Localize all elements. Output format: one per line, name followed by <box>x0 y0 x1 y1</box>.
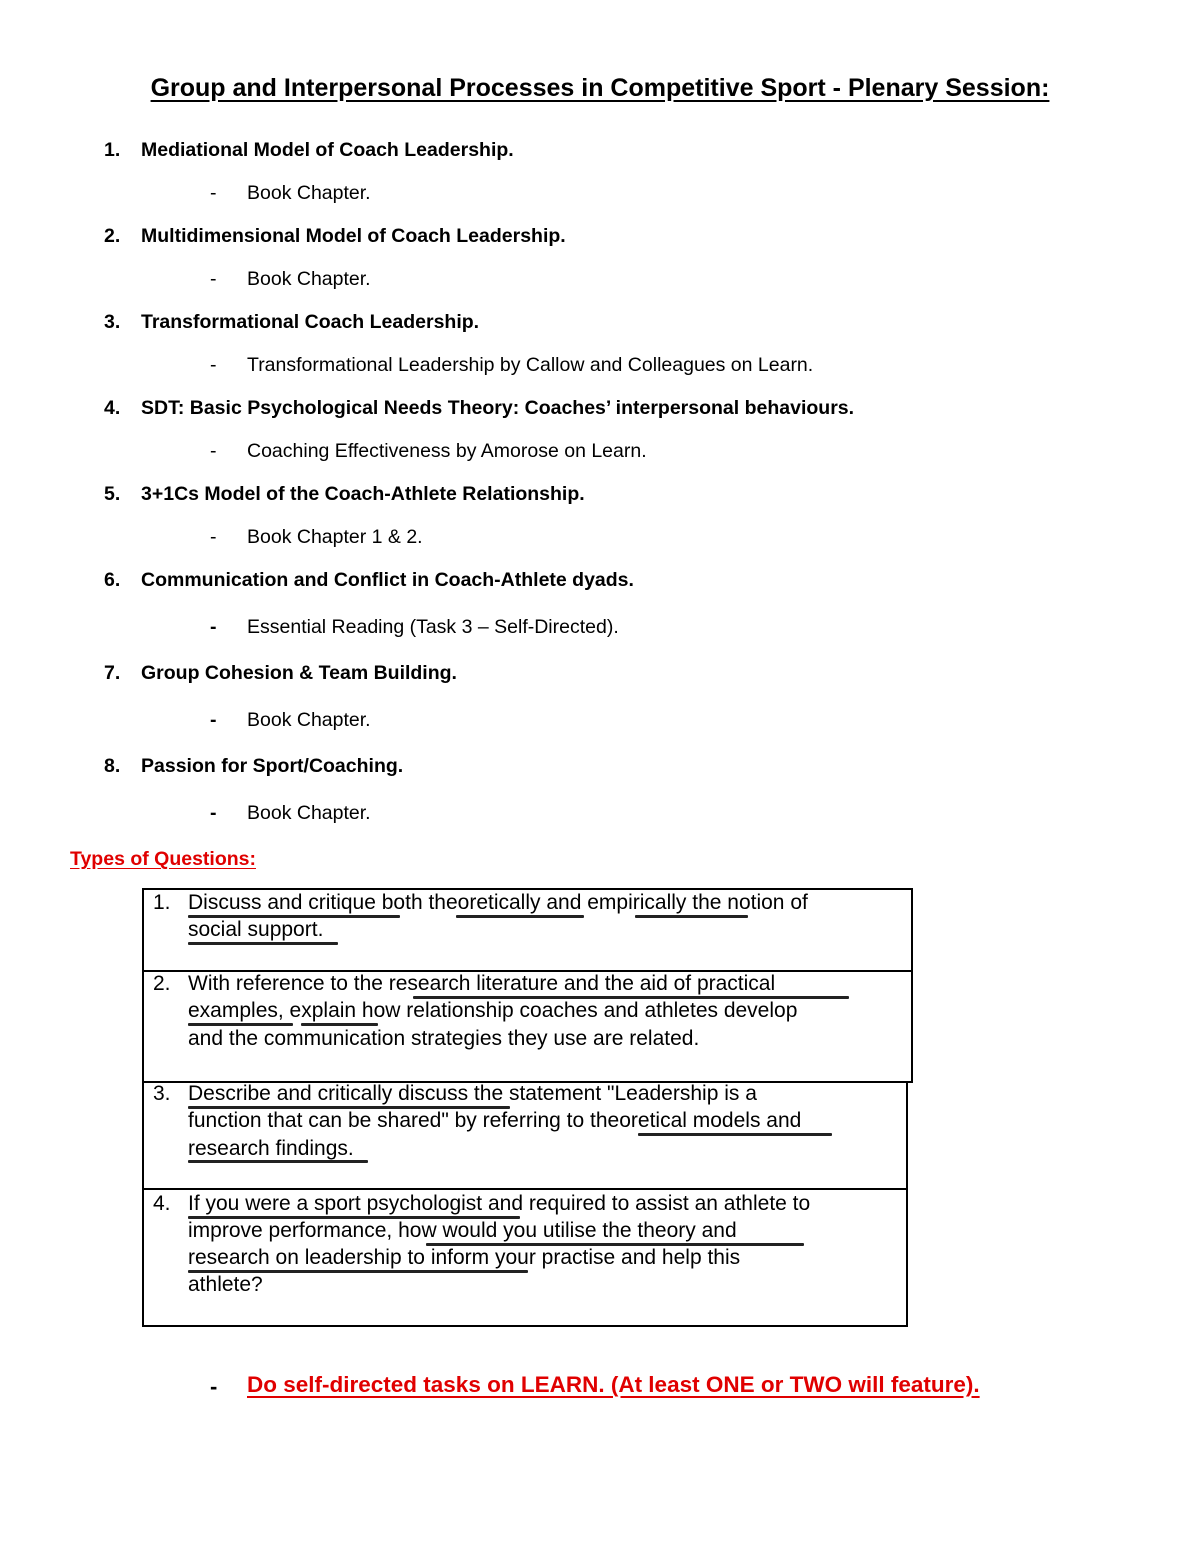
question-line: research on leadership to inform your practise and help this <box>188 1246 741 1269</box>
dash-bullet: - <box>210 1374 218 1399</box>
question-line: function that can be shared" by referring to theoretical models and <box>188 1109 802 1132</box>
question-number: 3. <box>153 1082 171 1105</box>
handwritten-underline <box>188 1270 528 1273</box>
page-title: Group and Interpersonal Processes in Competitive Sport - Plenary Session: <box>150 74 1050 102</box>
dash-bullet: - <box>210 182 217 204</box>
topic-item <box>104 225 566 248</box>
topic-label: Mediational Model of Coach Leadership. <box>141 139 514 161</box>
reading-label: Essential Reading (Task 3 – Self-Directed). <box>247 616 619 638</box>
types-of-questions-heading: Types of Questions: <box>70 848 256 870</box>
topic-reading <box>210 268 371 291</box>
topic-item <box>104 662 457 685</box>
topic-label: Transformational Coach Leadership. <box>141 311 480 333</box>
handwritten-underline <box>456 915 584 918</box>
topic-reading <box>210 802 371 825</box>
topic-item <box>104 483 585 506</box>
handwritten-underline <box>188 1160 368 1163</box>
dash-bullet: - <box>210 354 217 376</box>
dash-bullet: - <box>210 616 217 638</box>
dash-bullet: - <box>210 440 217 462</box>
handwritten-underline <box>188 942 338 945</box>
reading-label: Book Chapter 1 & 2. <box>247 526 423 548</box>
topic-number: 1. <box>104 139 121 161</box>
reading-label: Transformational Leadership by Callow and Colleagues on Learn. <box>247 354 814 376</box>
handwritten-underline <box>413 996 849 999</box>
topic-reading <box>210 526 423 549</box>
question-line: research findings. <box>188 1137 354 1160</box>
question-line: social support. <box>188 918 324 941</box>
reading-label: Book Chapter. <box>247 268 371 290</box>
topic-item <box>104 569 634 592</box>
question-number: 4. <box>153 1192 171 1215</box>
dash-bullet: - <box>210 802 217 824</box>
handwritten-underline <box>188 1023 293 1026</box>
topic-label: SDT: Basic Psychological Needs Theory: Coaches’ interpersonal behaviours. <box>141 397 855 419</box>
question-line: athlete? <box>188 1273 263 1296</box>
topic-label: Communication and Conflict in Coach-Athlete dyads. <box>141 569 634 591</box>
question-number: 2. <box>153 972 171 995</box>
reading-label: Book Chapter. <box>247 182 371 204</box>
topic-number: 6. <box>104 569 121 591</box>
self-directed-note: Do self-directed tasks on LEARN. (At least ONE or TWO will feature). <box>247 1372 980 1397</box>
question-line: If you were a sport psychologist and required to assist an athlete to <box>188 1192 811 1215</box>
topic-item <box>104 311 479 334</box>
question-line: examples, explain how relationship coaches and athletes develop <box>188 999 798 1022</box>
topic-reading <box>210 440 647 463</box>
topic-number: 8. <box>104 755 121 777</box>
reading-label: Book Chapter. <box>247 802 371 824</box>
question-number: 1. <box>153 891 171 914</box>
topic-number: 7. <box>104 662 121 684</box>
topic-item <box>104 755 403 778</box>
handwritten-underline <box>188 1216 520 1219</box>
topic-number: 4. <box>104 397 121 419</box>
handwritten-underline <box>188 915 400 918</box>
dash-bullet: - <box>210 709 217 731</box>
topic-label: Passion for Sport/Coaching. <box>141 755 404 777</box>
topic-label: Multidimensional Model of Coach Leadership. <box>141 225 566 247</box>
topic-label: 3+1Cs Model of the Coach-Athlete Relationship. <box>141 483 585 505</box>
topic-item <box>104 397 854 420</box>
question-line: improve performance, how would you utilise the theory and <box>188 1219 737 1242</box>
topic-number: 2. <box>104 225 121 247</box>
handwritten-underline <box>301 1023 378 1026</box>
handwritten-underline <box>188 1106 510 1109</box>
reading-label: Book Chapter. <box>247 709 371 731</box>
topic-item <box>104 139 514 162</box>
topic-number: 5. <box>104 483 121 505</box>
handwritten-underline <box>426 1243 804 1246</box>
question-line: and the communication strategies they use are related. <box>188 1027 700 1050</box>
topic-label: Group Cohesion & Team Building. <box>141 662 457 684</box>
question-line: Describe and critically discuss the statement "Leadership is a <box>188 1082 757 1105</box>
question-line: With reference to the research literature and the aid of practical <box>188 972 776 995</box>
reading-label: Coaching Effectiveness by Amorose on Learn. <box>247 440 647 462</box>
topic-number: 3. <box>104 311 121 333</box>
question-line: Discuss and critique both theoretically and empirically the notion of <box>188 891 808 914</box>
topic-reading <box>210 616 619 639</box>
handwritten-underline <box>638 1133 832 1136</box>
topic-reading <box>210 709 371 732</box>
topic-reading <box>210 182 371 205</box>
dash-bullet: - <box>210 526 217 548</box>
topic-reading <box>210 354 813 377</box>
handwritten-underline <box>635 915 748 918</box>
dash-bullet: - <box>210 268 217 290</box>
